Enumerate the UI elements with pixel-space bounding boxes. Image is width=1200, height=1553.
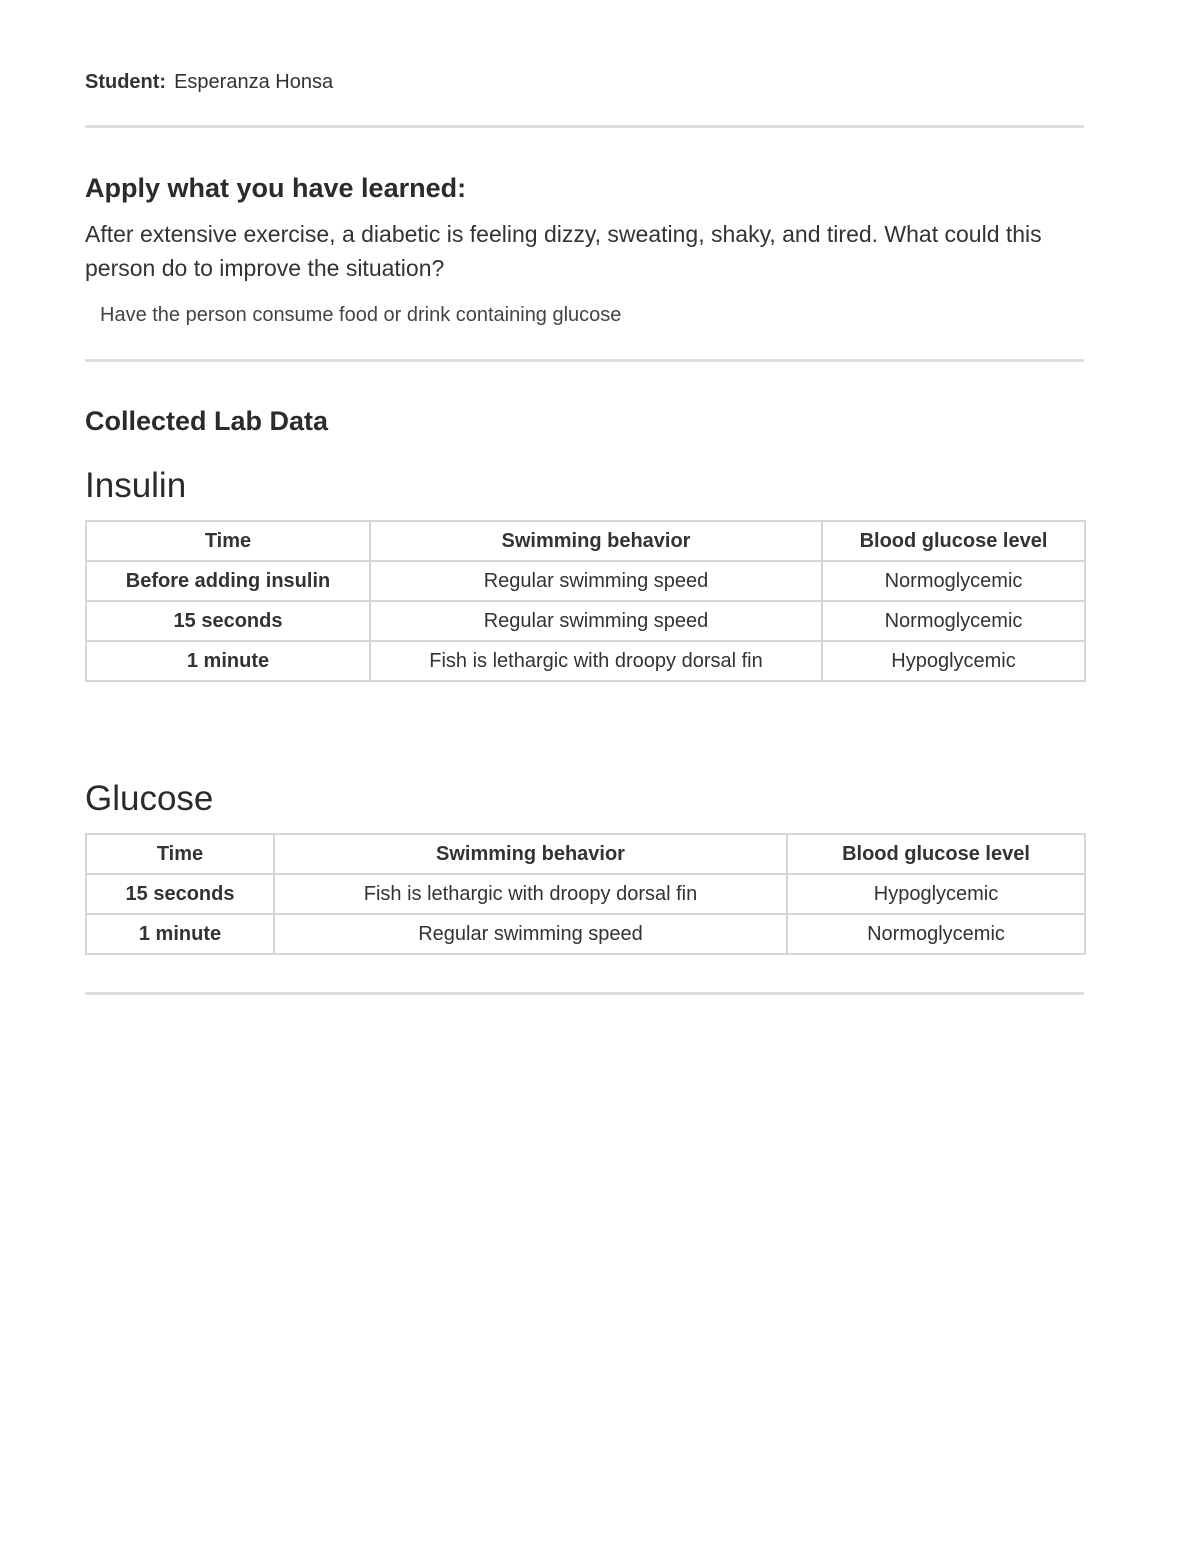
column-header-time: Time [86,521,370,561]
glucose-table-title: Glucose [85,779,214,818]
cell-swimming-behavior: Fish is lethargic with droopy dorsal fin [370,641,822,681]
cell-swimming-behavior: Regular swimming speed [274,914,787,954]
lab-data-heading: Collected Lab Data [85,406,329,436]
divider [85,125,1084,128]
cell-swimming-behavior: Fish is lethargic with droopy dorsal fin [274,874,787,914]
cell-time: 1 minute [86,641,370,681]
student-name: Esperanza Honsa [174,71,334,93]
cell-blood-glucose-level: Hypoglycemic [787,874,1085,914]
insulin-table [85,520,1086,682]
glucose-table [85,833,1086,955]
cell-blood-glucose-level: Hypoglycemic [822,641,1085,681]
column-header-time: Time [86,834,274,874]
divider [85,992,1084,995]
cell-blood-glucose-level: Normoglycemic [787,914,1085,954]
table-header-row [86,834,1085,874]
apply-heading: Apply what you have learned: [85,173,467,203]
cell-time: 15 seconds [86,874,274,914]
cell-time: Before adding insulin [86,561,370,601]
column-header-blood-glucose-level: Blood glucose level [787,834,1085,874]
cell-swimming-behavior: Regular swimming speed [370,601,822,641]
table-row [86,641,1085,681]
column-header-swimming-behavior: Swimming behavior [370,521,822,561]
column-header-swimming-behavior: Swimming behavior [274,834,787,874]
student-line [85,69,333,95]
cell-swimming-behavior: Regular swimming speed [370,561,822,601]
table-row [86,914,1085,954]
question-text: After extensive exercise, a diabetic is feeling dizzy, sweating, shaky, and tired. What could this person do to improve the situation? [85,221,1042,281]
column-header-blood-glucose-level: Blood glucose level [822,521,1085,561]
cell-time: 15 seconds [86,601,370,641]
student-label: Student: [85,71,167,93]
table-row [86,561,1085,601]
table-header-row [86,521,1085,561]
table-row [86,601,1085,641]
cell-blood-glucose-level: Normoglycemic [822,561,1085,601]
cell-blood-glucose-level: Normoglycemic [822,601,1085,641]
table-row [86,874,1085,914]
cell-time: 1 minute [86,914,274,954]
divider [85,359,1084,362]
insulin-table-title: Insulin [85,466,187,505]
answer-text: Have the person consume food or drink containing glucose [100,304,622,326]
